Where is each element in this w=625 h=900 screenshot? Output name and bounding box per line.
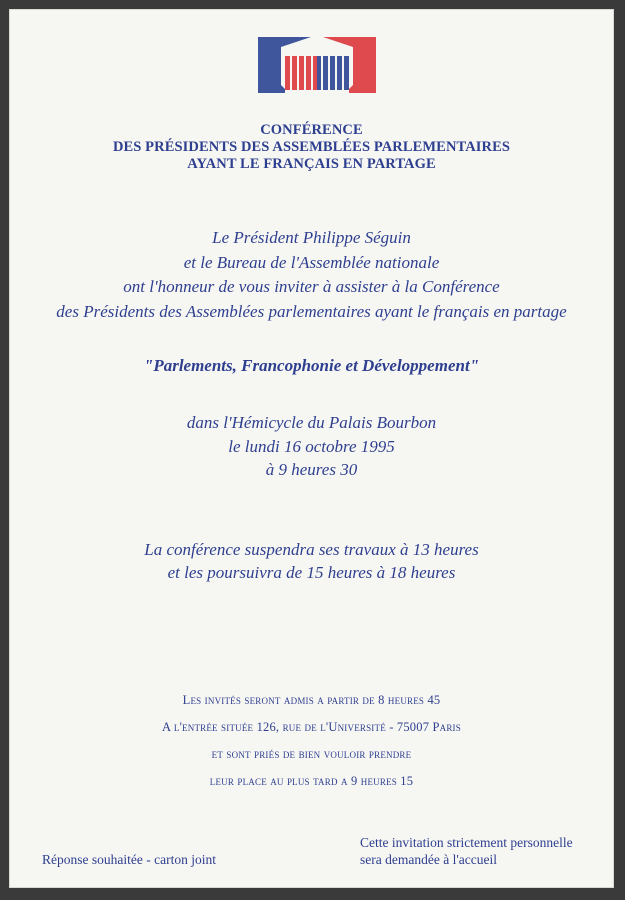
conference-title-line: DES PRÉSIDENTS DES ASSEMBLÉES PARLEMENTAIRES — [112, 139, 511, 155]
personal-note-line: Cette invitation strictement personnelle — [360, 835, 573, 850]
intro-line: et le Bureau de l'Assemblée nationale — [183, 252, 440, 272]
personal-note-line: sera demandée à l'accueil — [360, 852, 497, 867]
venue-details — [10, 411, 613, 482]
personal-invitation-note — [360, 834, 573, 868]
date-line: le lundi 16 octobre 1995 — [228, 436, 395, 456]
assemblee-nationale-logo-icon — [258, 37, 376, 93]
intro-line: Le Président Philippe Séguin — [212, 228, 411, 247]
time-line: à 9 heures 30 — [265, 460, 358, 479]
intro-line: des Présidents des Assemblées parlementaires ayant le français en partage — [56, 301, 567, 321]
invitation-intro — [10, 226, 613, 324]
notice-line: et sont priés de bien vouloir prendre — [211, 747, 412, 761]
schedule-line: et les poursuivra de 15 heures à 18 heures — [167, 563, 456, 582]
notice-line: leur place au plus tard a 9 heures 15 — [209, 774, 414, 788]
conference-title-line: CONFÉRENCE — [260, 122, 363, 138]
schedule-details — [10, 538, 613, 584]
conference-theme: "Parlements, Francophonie et Développement" — [143, 356, 480, 375]
rsvp-note: Réponse souhaitée - carton joint — [42, 852, 216, 867]
admission-notice — [10, 687, 613, 795]
venue-line: dans l'Hémicycle du Palais Bourbon — [186, 413, 437, 432]
conference-title-line: AYANT LE FRANÇAIS EN PARTAGE — [187, 156, 436, 172]
conference-title — [10, 122, 613, 173]
schedule-line: La conférence suspendra ses travaux à 13 heures — [144, 540, 479, 559]
intro-line: ont l'honneur de vous inviter à assister à la Conférence — [123, 277, 500, 296]
notice-line: Les invités seront admis a partir de 8 heures 45 — [182, 693, 441, 707]
notice-line: A l'entrée située 126, rue de l'Université - 75007 Paris — [162, 720, 461, 734]
invitation-card — [10, 10, 613, 887]
